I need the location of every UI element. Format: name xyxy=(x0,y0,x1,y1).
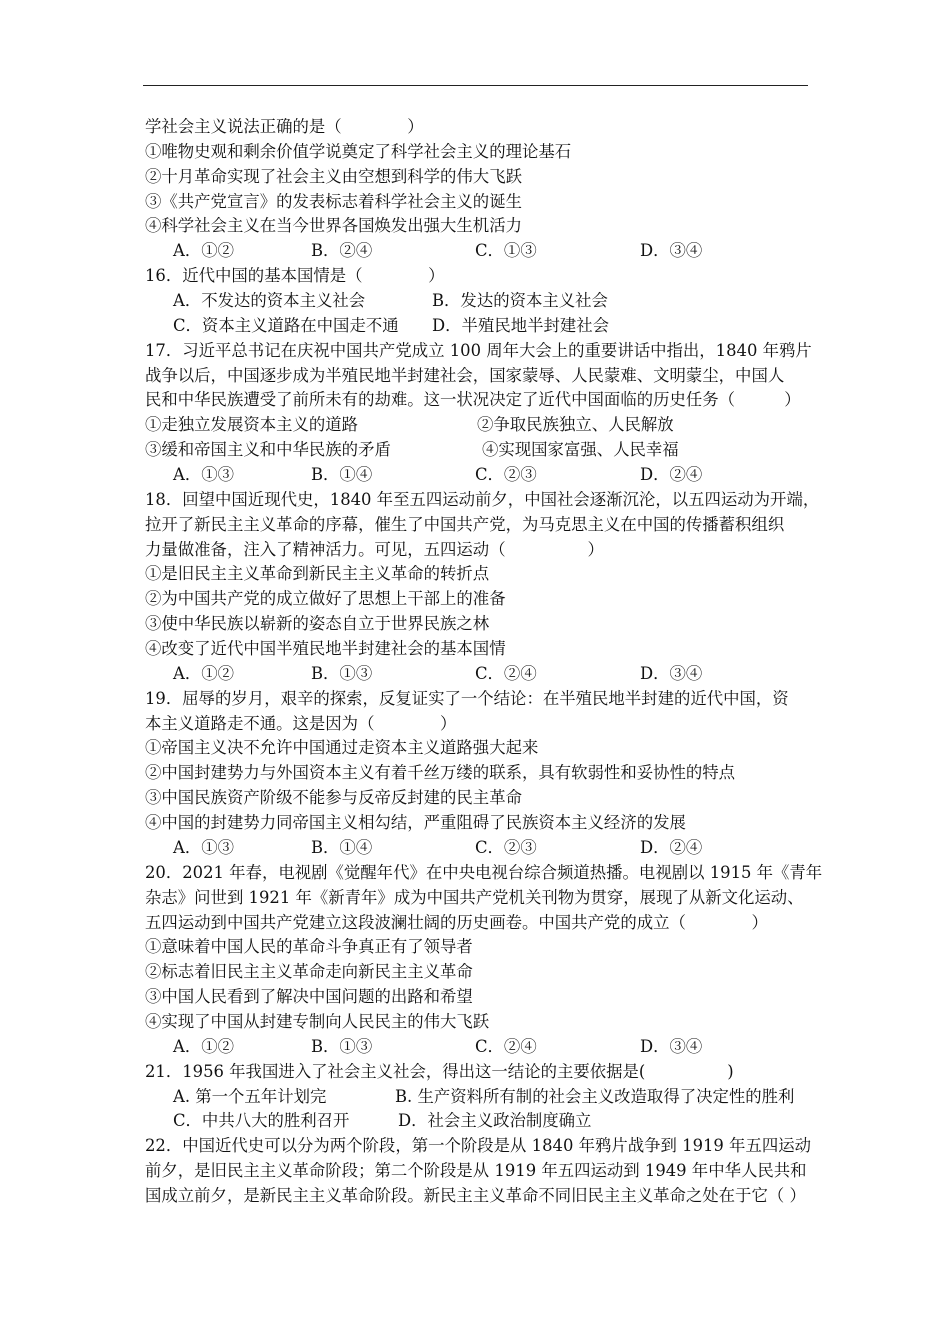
option-d[interactable]: D．③④ xyxy=(640,663,703,683)
question-stem: 拉开了新民主主义革命的序幕，催生了中国共产党，为马克思主义在中国的传播蓄积组织 xyxy=(145,514,785,534)
question-stem: 民和中华民族遭受了前所未有的劫难。这一状况决定了近代中国面临的历史任务（ ） xyxy=(145,390,801,410)
answer-options xyxy=(145,239,815,264)
option-a[interactable]: A．①③ xyxy=(173,465,235,485)
option-a[interactable]: A．①② xyxy=(173,1036,235,1056)
answer-options xyxy=(145,1109,815,1134)
option-d[interactable]: D．②④ xyxy=(640,837,703,857)
option-b[interactable]: B．①④ xyxy=(311,465,373,485)
statement-item: ②标志着旧民主主义革命走向新民主主义革命 xyxy=(145,962,473,982)
option-b[interactable]: B．①③ xyxy=(311,1036,373,1056)
option-c[interactable]: C．①③ xyxy=(475,241,537,261)
answer-options xyxy=(145,463,815,488)
statement-item: ①帝国主义决不允许中国通过走资本主义道路强大起来 xyxy=(145,738,539,758)
answer-options xyxy=(145,1035,815,1060)
statement-item: ④科学社会主义在当今世界各国焕发出强大生机活力 xyxy=(145,216,522,236)
option-b[interactable]: B．①③ xyxy=(311,663,373,683)
statement-item: ②为中国共产党的成立做好了思想上干部上的准备 xyxy=(145,589,506,609)
question-stem: 学社会主义说法正确的是（ ） xyxy=(145,117,424,136)
option-d[interactable]: D．③④ xyxy=(640,241,703,261)
question-stem: 国成立前夕，是新民主主义革命阶段。新民主主义革命不同旧民主主义革命之处在于它（ ） xyxy=(145,1185,806,1205)
option-a[interactable]: A．①② xyxy=(173,663,235,683)
option-c[interactable]: C．中共八大的胜利召开 xyxy=(173,1111,350,1131)
statement-item: ②十月革命实现了社会主义由空想到科学的伟大飞跃 xyxy=(145,166,522,186)
statement-item: ②争取民族独立、人民解放 xyxy=(477,415,674,435)
option-d[interactable]: D．②④ xyxy=(640,465,703,485)
question-stem: 杂志》问世到 1921 年《新青年》成为中国共产党机关刊物为贯穿，展现了从新文化运动、 xyxy=(145,887,804,907)
question-stem: 16．近代中国的基本国情是（ ） xyxy=(145,266,445,286)
option-b[interactable]: B. 生产资料所有制的社会主义改造取得了决定性的胜利 xyxy=(395,1086,795,1106)
question-stem: 本主义道路走不通。这是因为（ ） xyxy=(145,713,457,733)
option-c[interactable]: C．资本主义道路在中国走不通 xyxy=(173,315,399,335)
option-a[interactable]: A. 第一个五年计划完 xyxy=(173,1086,327,1106)
statement-item: ③中国人民看到了解决中国问题的出路和希望 xyxy=(145,987,473,1007)
statement-item: ②中国封建势力与外国资本主义有着千丝万缕的联系，具有软弱性和妥协性的特点 xyxy=(145,763,736,783)
statement-item: ③中国民族资产阶级不能参与反帝反封建的民主革命 xyxy=(145,788,522,808)
question-stem: 五四运动到中国共产党建立这段波澜壮阔的历史画卷。中国共产党的成立（ ） xyxy=(145,912,768,932)
option-a[interactable]: A．①③ xyxy=(173,837,235,857)
statement-item: ①意味着中国人民的革命斗争真正有了领导者 xyxy=(145,937,473,957)
question-stem: 17．习近平总书记在庆祝中国共产党成立 100 周年大会上的重要讲话中指出，1840 年鸦片 xyxy=(145,340,812,360)
header-rule xyxy=(143,85,808,86)
option-b[interactable]: B．②④ xyxy=(311,241,373,261)
question-stem: 22．中国近代史可以分为两个阶段，第一个阶段是从 1840 年鸦片战争到 1919 年五四运动 xyxy=(145,1136,812,1156)
answer-options xyxy=(145,1085,815,1110)
statement-item: ③《共产党宣言》的发表标志着科学社会主义的诞生 xyxy=(145,191,522,211)
statement-item: ④实现了中国从封建专制向人民民主的伟大飞跃 xyxy=(145,1011,490,1031)
statement-row xyxy=(145,438,815,463)
statement-item: ①是旧民主主义革命到新民主主义革命的转折点 xyxy=(145,564,490,584)
option-d[interactable]: D．半殖民地半封建社会 xyxy=(432,315,610,335)
statement-row xyxy=(145,413,815,438)
question-stem: 19．屈辱的岁月，艰辛的探索，反复证实了一个结论：在半殖民地半封建的近代中国，资 xyxy=(145,688,789,708)
answer-options xyxy=(145,836,815,861)
answer-options xyxy=(145,662,815,687)
option-a[interactable]: A．不发达的资本主义社会 xyxy=(173,291,366,311)
question-stem: 18．回望中国近现代史，1840 年至五四运动前夕，中国社会逐渐沉沦，以五四运动为开端， xyxy=(145,489,820,509)
statement-item: ③使中华民族以崭新的姿态自立于世界民族之林 xyxy=(145,614,490,634)
option-c[interactable]: C．②④ xyxy=(475,1036,537,1056)
option-b[interactable]: B．①④ xyxy=(311,837,373,857)
question-stem: 战争以后，中国逐步成为半殖民地半封建社会，国家蒙辱、人民蒙难、文明蒙尘，中国人 xyxy=(145,365,785,385)
option-b[interactable]: B．发达的资本主义社会 xyxy=(432,291,608,311)
option-d[interactable]: D．社会主义政治制度确立 xyxy=(398,1111,592,1131)
question-stem: 前夕，是旧民主主义革命阶段；第二个阶段是从 1919 年五四运动到 1949 年中华人民共和 xyxy=(145,1161,807,1181)
answer-options xyxy=(145,314,815,339)
answer-options xyxy=(145,289,815,314)
option-d[interactable]: D．③④ xyxy=(640,1036,703,1056)
statement-item: ④改变了近代中国半殖民地半封建社会的基本国情 xyxy=(145,639,506,659)
statement-item: ①唯物史观和剩余价值学说奠定了科学社会主义的理论基石 xyxy=(145,141,572,161)
option-a[interactable]: A．①② xyxy=(173,241,235,261)
option-c[interactable]: C．②③ xyxy=(475,837,537,857)
question-stem: 20．2021 年春，电视剧《觉醒年代》在中央电视台综合频道热播。电视剧以 1915 年《青年 xyxy=(145,862,823,882)
option-c[interactable]: C．②③ xyxy=(475,465,537,485)
statement-item: ④中国的封建势力同帝国主义相勾结，严重阻碍了民族资本主义经济的发展 xyxy=(145,813,686,833)
statement-item: ③缓和帝国主义和中华民族的矛盾 xyxy=(145,440,391,460)
statement-item: ①走独立发展资本主义的道路 xyxy=(145,415,359,435)
exam-page xyxy=(145,115,823,1209)
statement-item: ④实现国家富强、人民幸福 xyxy=(482,440,679,460)
question-stem: 21．1956 年我国进入了社会主义社会，得出这一结论的主要依据是( ) xyxy=(145,1061,734,1081)
question-stem: 力量做准备，注入了精神活力。可见，五四运动（ ） xyxy=(145,539,604,559)
option-c[interactable]: C．②④ xyxy=(475,663,537,683)
